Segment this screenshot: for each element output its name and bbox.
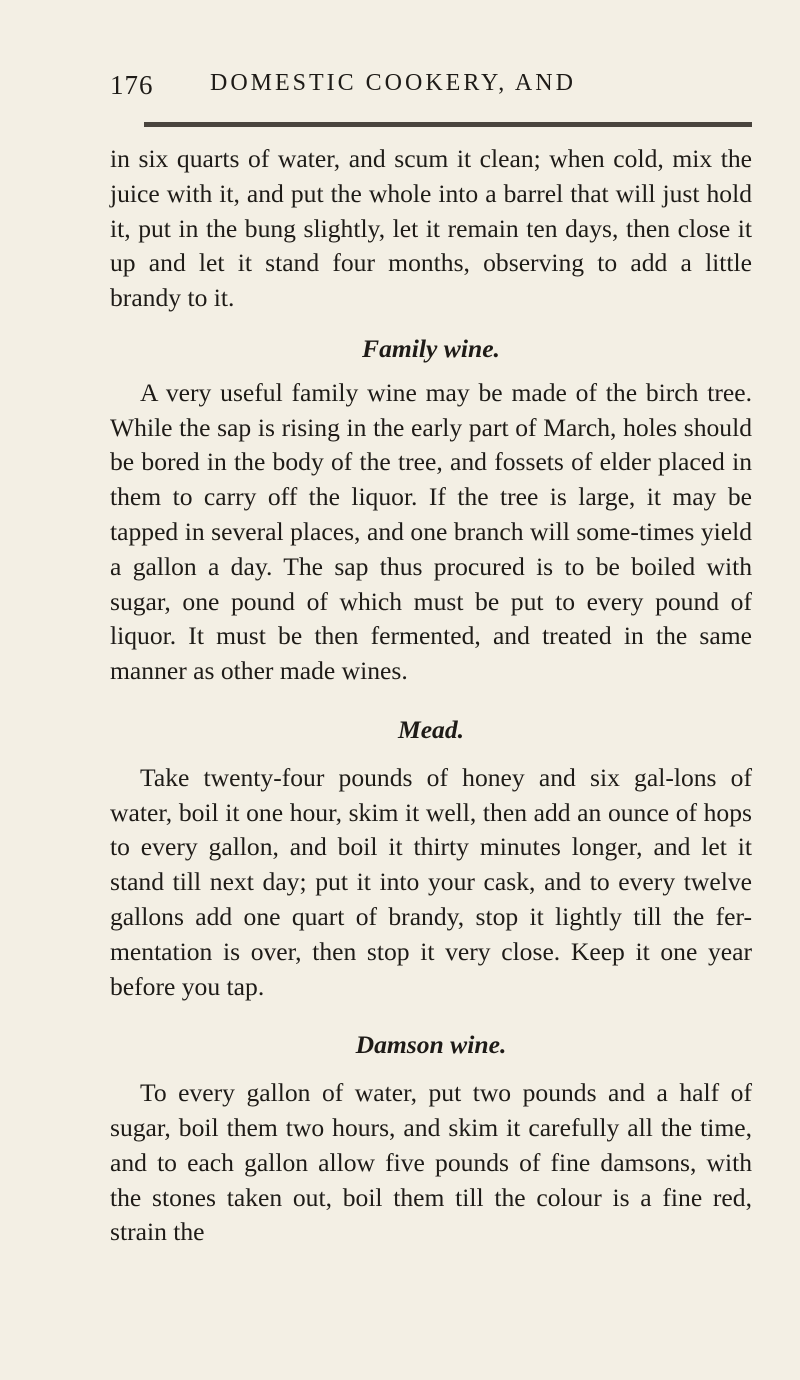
section-heading-mead: Mead. — [397, 714, 465, 744]
body-text — [110, 142, 752, 1250]
running-head-title: DOMESTIC COOKERY, AND — [210, 70, 576, 96]
section-heading-damson-wine: Damson wine. — [355, 1030, 507, 1060]
intro-paragraph: in six quarts of water, and scum it clean; when cold, mix the juice with it, and put the whole into a barrel that will just hold it, put in the bung slightly, let it remain ten days, then close it up and let it stand four months, observing to add a little brandy to it. — [110, 144, 752, 313]
family-wine-paragraph: A very useful family wine may be made of the birch tree. While the sap is rising in the early part of March, holes should be bored in the body of the tree, and fossets of elder placed in them to carry off the liquor. If the tree is large, it may be tapped in several places, and one branch will some-times yield a gallon a day. The sap thus procured is to be boiled with sugar, one pound of which must be put to every pound of liquor. It must be then fermented, and treated in the same manner as other made wines. — [110, 377, 752, 686]
page-number: 176 — [110, 70, 154, 100]
mead-paragraph: Take twenty-four pounds of honey and six gal-lons of water, boil it one hour, skim it well, then add an ounce of hops to every gallon, and boil it thirty minutes longer, and let it stand till next day; put it into your cask, and to every twelve gallons add one quart of brandy, stop it lightly till the fer-mentation is over, then stop it very close. Keep it one year before you tap. — [110, 762, 752, 1001]
running-head — [110, 70, 750, 104]
header-rule — [144, 122, 752, 127]
section-heading-family-wine: Family wine. — [362, 333, 500, 363]
damson-wine-paragraph: To every gallon of water, put two pounds and a half of sugar, boil them two hours, and skim it carefully all the time, and to each gallon allow five pounds of fine damsons, with the stones taken out, boil them till the colour is a fine red, strain the — [110, 1078, 752, 1247]
